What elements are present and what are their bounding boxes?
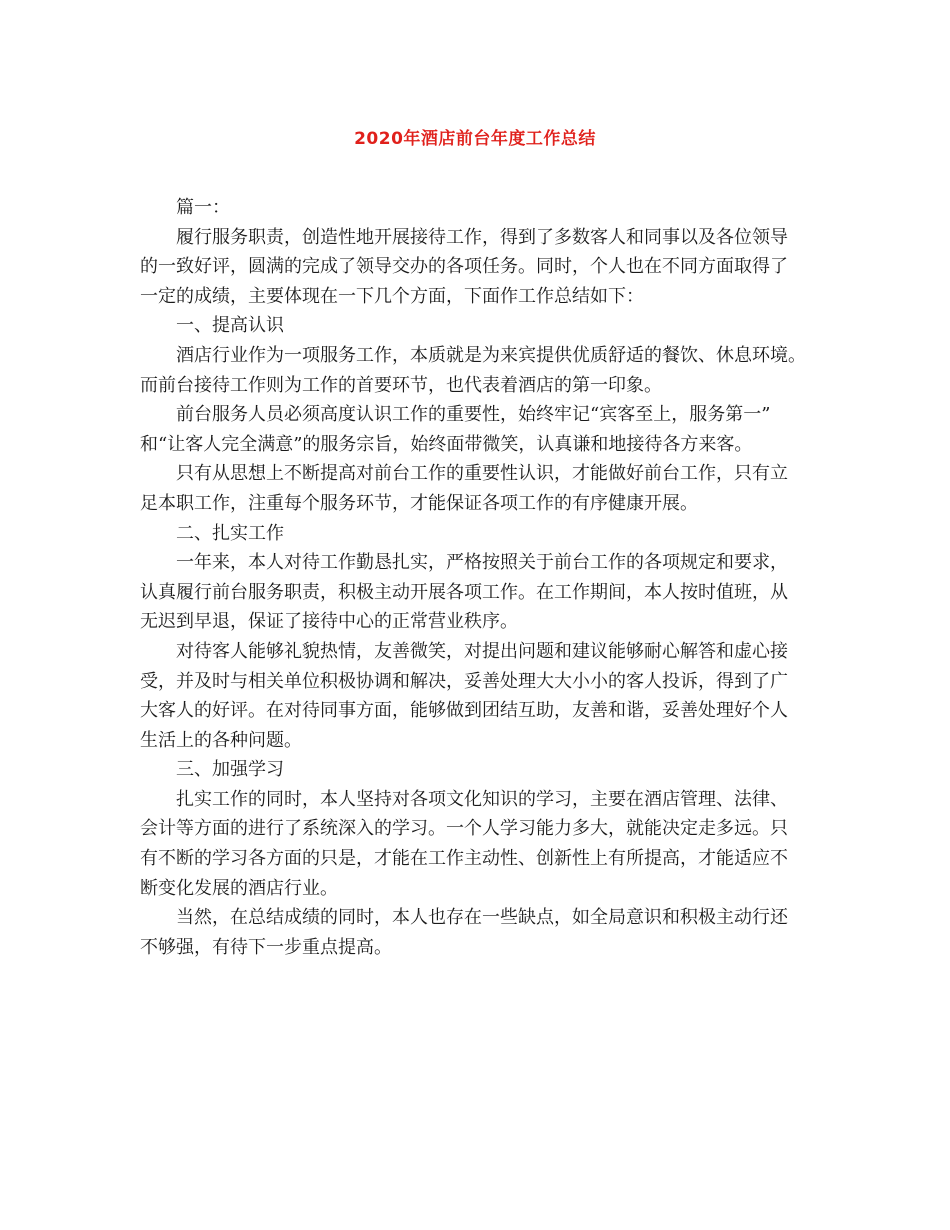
text-line: 断变化发展的酒店行业。 <box>140 877 338 899</box>
text-line: 前台服务人员必须高度认识工作的重要性，始终牢记“宾客至上，服务第一” <box>176 404 771 426</box>
text-line: 篇一： <box>176 197 230 218</box>
text-line: 不够强，有待下一步重点提高。 <box>140 936 392 958</box>
text-line: 酒店行业作为一项服务工作，本质就是为来宾提供优质舒适的餐饮、休息环境。 <box>176 344 806 366</box>
document-title: 2020年酒店前台年度工作总结 <box>354 129 596 149</box>
text-line: 会计等方面的进行了系统深入的学习。一个人学习能力多大，就能决定走多远。只 <box>140 818 788 840</box>
text-line: 一年来，本人对待工作勤恳扎实，严格按照关于前台工作的各项规定和要求， <box>176 552 788 574</box>
text-line: 一定的成绩，主要体现在一下几个方面，下面作工作总结如下： <box>140 285 644 307</box>
text-line: 无迟到早退，保证了接待中心的正常营业秩序。 <box>140 611 518 633</box>
text-line: 二、扎实工作 <box>176 522 284 544</box>
text-line: 而前台接待工作则为工作的首要环节，也代表着酒店的第一印象。 <box>140 374 662 396</box>
text-line: 只有从思想上不断提高对前台工作的重要性认识，才能做好前台工作，只有立 <box>176 463 788 485</box>
text-line: 和“让客人完全满意”的服务宗旨，始终面带微笑，认真谦和地接待各方来客。 <box>140 433 753 455</box>
text-line: 履行服务职责，创造性地开展接待工作，得到了多数客人和同事以及各位领导 <box>176 226 788 248</box>
text-line: 生活上的各种问题。 <box>140 729 302 751</box>
text-line: 一、提高认识 <box>176 315 284 337</box>
text-line: 受，并及时与相关单位积极协调和解决，妥善处理大大小小的客人投诉，得到了广 <box>140 670 788 692</box>
text-line: 的一致好评，圆满的完成了领导交办的各项任务。同时，个人也在不同方面取得了 <box>140 256 788 278</box>
text-line: 认真履行前台服务职责，积极主动开展各项工作。在工作期间，本人按时值班，从 <box>140 581 788 603</box>
text-line: 对待客人能够礼貌热情，友善微笑，对提出问题和建议能够耐心解答和虚心接 <box>176 640 788 662</box>
text-line: 当然，在总结成绩的同时，本人也存在一些缺点，如全局意识和积极主动行还 <box>176 907 788 929</box>
text-line: 三、加强学习 <box>176 759 284 781</box>
document-body <box>140 193 810 962</box>
text-line: 有不断的学习各方面的只是，才能在工作主动性、创新性上有所提高，才能适应不 <box>140 848 788 870</box>
text-line: 大客人的好评。在对待同事方面，能够做到团结互助，友善和谐，妥善处理好个人 <box>140 700 788 722</box>
text-line: 足本职工作，注重每个服务环节，才能保证各项工作的有序健康开展。 <box>140 492 698 514</box>
text-line: 扎实工作的同时，本人坚持对各项文化知识的学习，主要在酒店管理、法律、 <box>176 788 788 810</box>
